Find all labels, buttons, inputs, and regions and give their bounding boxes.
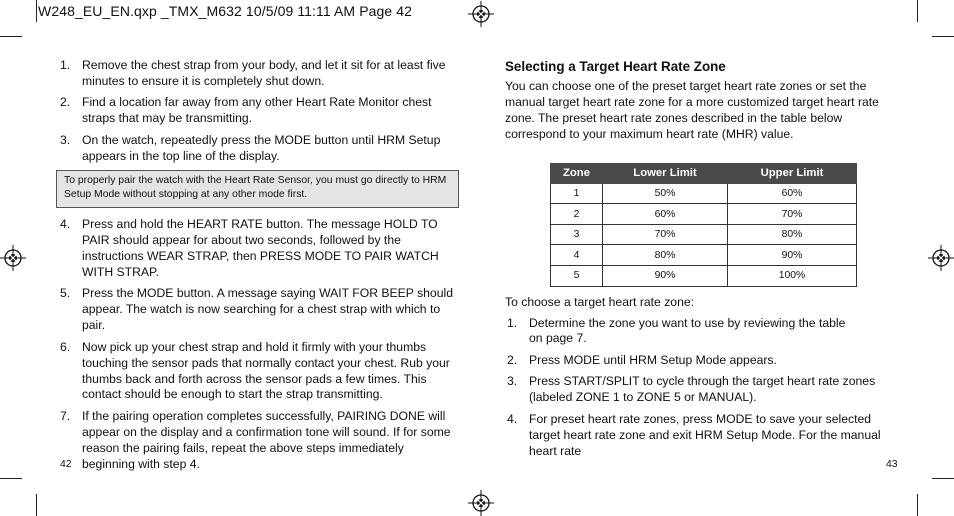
crop-mark-top-right-v xyxy=(917,0,918,22)
choose-zone-lead: To choose a target heart rate zone: xyxy=(505,294,695,309)
list-item: 1. Determine the zone you want to use by reviewing the table on page 7. xyxy=(507,315,846,346)
registration-mark-bottom-icon xyxy=(468,490,494,516)
page-number-left: 42 xyxy=(60,459,72,470)
table-cell: 5 xyxy=(551,266,603,287)
section-heading: Selecting a Target Heart Rate Zone xyxy=(505,59,726,74)
pairing-steps-part1 xyxy=(58,58,458,165)
crop-mark-top-left-v xyxy=(36,0,37,22)
table-row xyxy=(551,266,857,287)
table-cell: 4 xyxy=(551,245,603,266)
registration-mark-right-icon xyxy=(928,245,954,271)
list-item: 3. On the watch, repeatedly press the MODE button until HRM Setup appears in the top line of the display. xyxy=(60,132,441,163)
table-cell: 3 xyxy=(551,224,603,245)
table-row xyxy=(551,245,857,266)
crop-mark-bottom-right-v xyxy=(917,494,918,516)
list-item: 2. Press MODE until HRM Setup Mode appears. xyxy=(507,352,777,367)
table-cell: 70% xyxy=(603,224,728,245)
table-row xyxy=(551,204,857,225)
table-cell: 2 xyxy=(551,204,603,225)
crop-mark-top-left-h xyxy=(0,36,22,37)
table-row xyxy=(551,224,857,245)
pairing-note-box: To properly pair the watch with the Heart Rate Sensor, you must go directly to HRM Setup Mode without stopping at any other mode first. xyxy=(56,170,459,208)
table-cell: 1 xyxy=(551,183,603,204)
table-row xyxy=(551,183,857,204)
registration-mark-left-icon xyxy=(0,245,26,271)
table-cell: 50% xyxy=(603,183,728,204)
registration-mark-top-icon xyxy=(468,1,494,27)
intro-paragraph: You can choose one of the preset target heart rate zones or set the manual target heart rate zone for a more customized target heart rate zone. The preset heart rate zones described in the table below correspond to your maximum heart rate (MHR) value. xyxy=(505,79,879,141)
print-slug: W248_EU_EN.qxp _TMX_M632 10/5/09 11:11 AM Page 42 xyxy=(38,3,413,19)
right-page-column xyxy=(505,58,905,465)
crop-mark-bottom-right-h xyxy=(932,478,954,479)
table-cell: 80% xyxy=(728,224,857,245)
column-header-zone: Zone xyxy=(551,163,603,183)
table-cell: 70% xyxy=(728,204,857,225)
list-item: 2. Find a location far away from any other Heart Rate Monitor chest straps that may be transmitting. xyxy=(60,95,432,126)
left-page-column xyxy=(58,58,458,478)
table-cell: 90% xyxy=(728,245,857,266)
heart-rate-zone-table xyxy=(550,163,857,287)
zone-selection-steps xyxy=(505,316,905,460)
crop-mark-bottom-left-h xyxy=(0,478,22,479)
crop-mark-top-right-h xyxy=(932,36,954,37)
list-item: 6. Now pick up your chest strap and hold it firmly with your thumbs touching the sensor pads that normally contact your chest. Rub your thumbs back and forth across the sensor pads a few times. This contact should be enough to start the strap transmitting. xyxy=(60,339,450,402)
list-item: 1. Remove the chest strap from your body, and let it sit for at least five minutes to ensure it is completely shut down. xyxy=(60,58,446,88)
table-cell: 90% xyxy=(603,266,728,287)
list-item: 3. Press START/SPLIT to cycle through the target heart rate zones (labeled ZONE 1 to ZONE 5 or MANUAL). xyxy=(507,374,876,405)
list-item: 7. If the pairing operation completes successfully, PAIRING DONE will appear on the display and a confirmation tone will sound. If for some reason the pairing fails, repeat the above steps immediately beginning with step 4. xyxy=(60,408,451,471)
table-header-row xyxy=(551,163,857,183)
list-item: 4. For preset heart rate zones, press MODE to save your selected target heart rate zone and exit HRM Setup Mode. For the manual heart rate xyxy=(507,411,881,458)
table-cell: 100% xyxy=(728,266,857,287)
table-cell: 60% xyxy=(728,183,857,204)
column-header-upper-limit: Upper Limit xyxy=(728,163,857,183)
page-number-right: 43 xyxy=(886,459,898,470)
column-header-lower-limit: Lower Limit xyxy=(603,163,728,183)
pairing-steps-part2 xyxy=(58,217,458,472)
crop-mark-bottom-left-v xyxy=(36,494,37,516)
table-cell: 80% xyxy=(603,245,728,266)
table-cell: 60% xyxy=(603,204,728,225)
list-item: 5. Press the MODE button. A message saying WAIT FOR BEEP should appear. The watch is now searching for a chest strap with which to pair. xyxy=(60,286,453,333)
list-item: 4. Press and hold the HEART RATE button. The message HOLD TO PAIR should appear for about two seconds, followed by the instructions WEAR STRAP, then PRESS MODE TO PAIR WATCH WITH STRAP. xyxy=(60,217,439,279)
